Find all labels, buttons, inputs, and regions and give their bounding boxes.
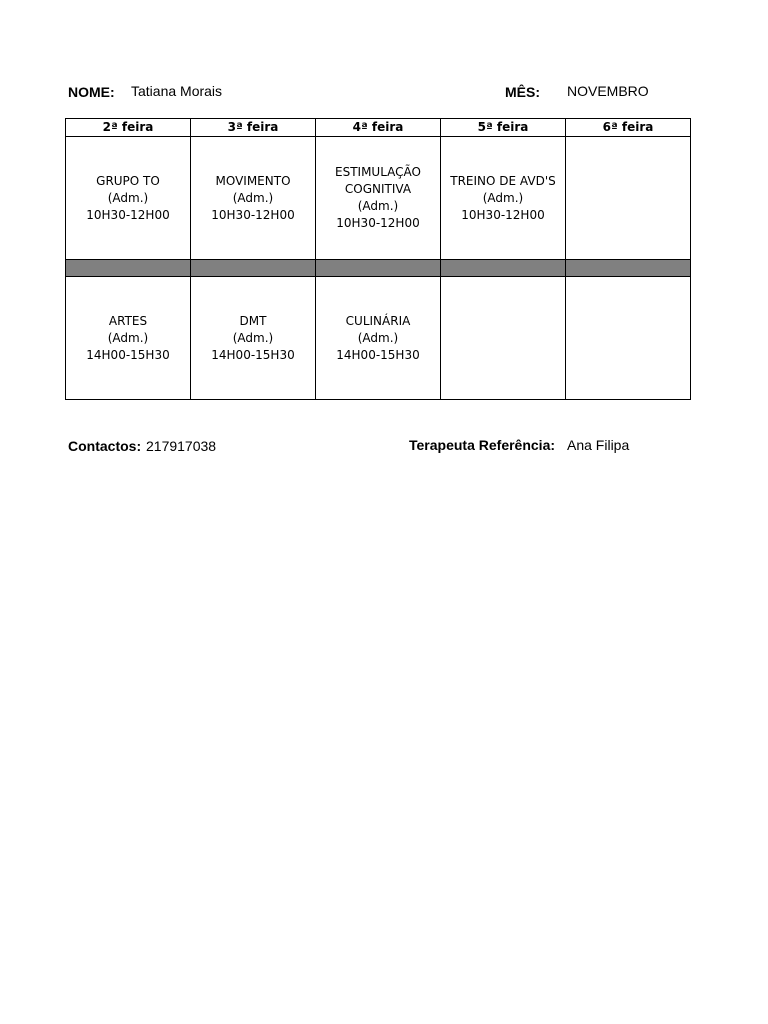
schedule-cell: ARTES (Adm.) 14H00-15H30 (66, 277, 191, 400)
contactos-label: Contactos: (68, 438, 142, 454)
day-header: 5ª feira (441, 119, 566, 137)
schedule-cell: DMT (Adm.) 14H00-15H30 (191, 277, 316, 400)
mes-value: NOVEMBRO (567, 83, 649, 99)
day-header: 6ª feira (566, 119, 691, 137)
days-header-row (66, 119, 691, 137)
schedule-cell-empty (566, 137, 691, 260)
terapeuta-value: Ana Filipa (567, 437, 630, 453)
schedule-cell-empty (441, 277, 566, 400)
morning-row (66, 137, 691, 260)
day-header: 2ª feira (66, 119, 191, 137)
terapeuta-label: Terapeuta Referência: (409, 437, 556, 453)
day-header: 3ª feira (191, 119, 316, 137)
schedule-cell: ESTIMULAÇÃO COGNITIVA (Adm.) 10H30-12H00 (316, 137, 441, 260)
afternoon-row (66, 277, 691, 400)
schedule-cell: GRUPO TO (Adm.) 10H30-12H00 (66, 137, 191, 260)
day-header: 4ª feira (316, 119, 441, 137)
nome-label: NOME: (68, 84, 115, 100)
schedule-cell-empty (566, 277, 691, 400)
mes-label: MÊS: (505, 84, 540, 100)
schedule-cell: TREINO DE AVD'S (Adm.) 10H30-12H00 (441, 137, 566, 260)
schedule-cell: MOVIMENTO (Adm.) 10H30-12H00 (191, 137, 316, 260)
schedule-table (65, 118, 691, 400)
contactos-value: 217917038 (146, 438, 217, 454)
separator-row (66, 260, 691, 277)
nome-value: Tatiana Morais (131, 83, 223, 99)
schedule-cell: CULINÁRIA (Adm.) 14H00-15H30 (316, 277, 441, 400)
